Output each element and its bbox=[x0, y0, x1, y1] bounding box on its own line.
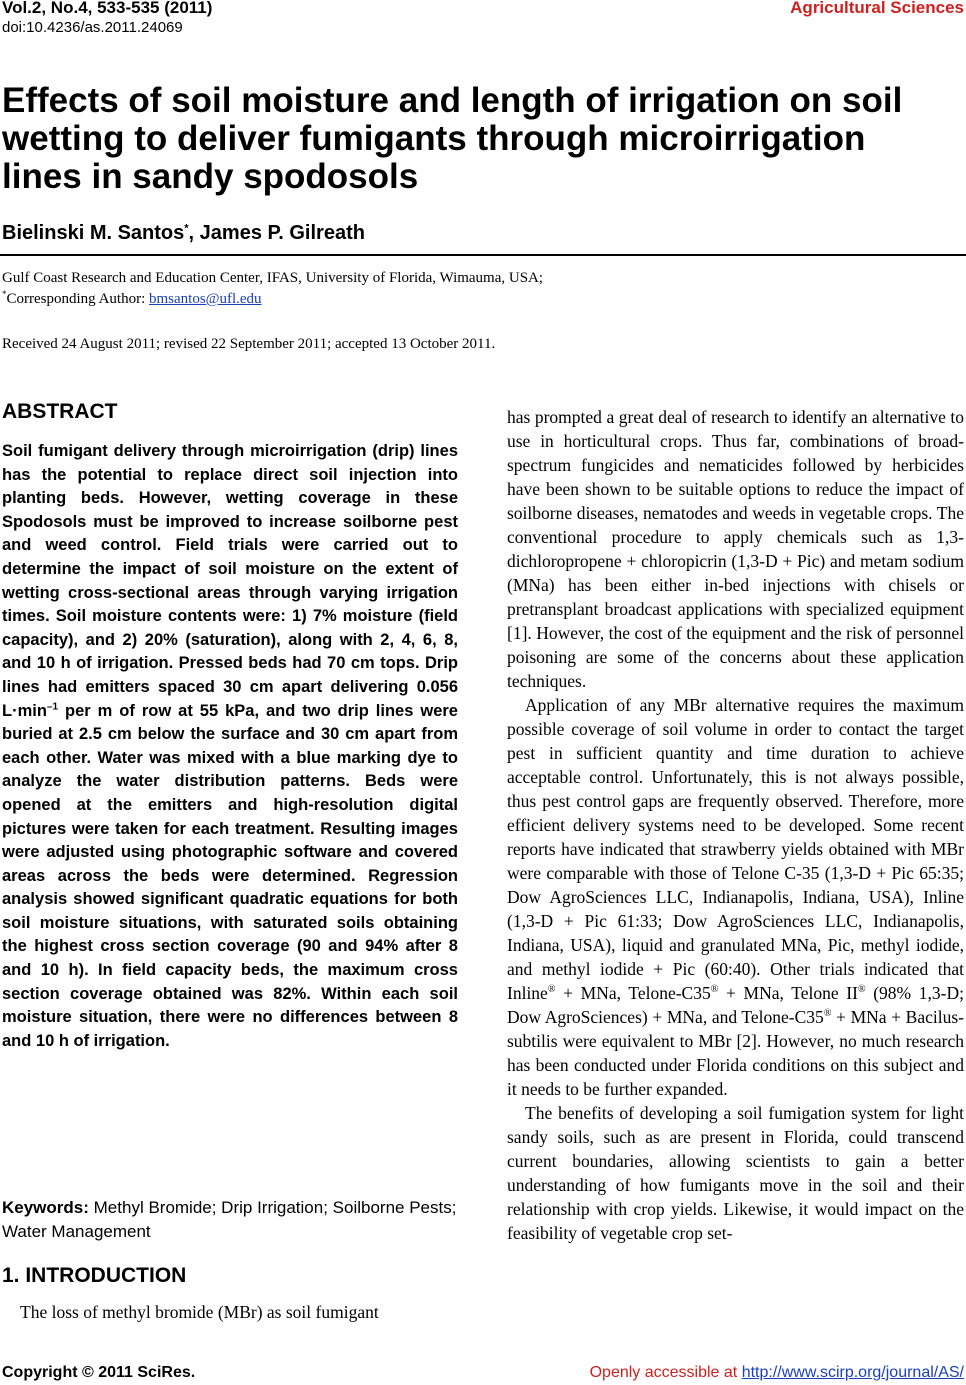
doi-text: doi:10.4236/as.2011.24069 bbox=[2, 19, 183, 36]
open-access-line bbox=[590, 1364, 964, 1382]
corresponding-footnote-mark: * bbox=[2, 289, 7, 299]
abstract-superscript: –1 bbox=[46, 701, 59, 713]
title-divider bbox=[0, 254, 966, 256]
registered-mark: ® bbox=[857, 984, 866, 996]
paragraph-alternatives bbox=[507, 693, 964, 1101]
registered-mark: ® bbox=[710, 984, 719, 996]
para2-seg1: Application of any MBr alternative requires the maximum possible coverage of soil volume in order to contact the target pest in sufficient quantity and time duration to achieve acceptable control. Unfortunately, this is not always possible, thus pest control gaps are frequently observed. Therefore, more efficient delivery systems need to be developed. Some recent reports have indicated that strawberry yields obtained with MBr were comparable with those of Telone C-35 (1,3-D + Pic 65:35; Dow AgroSciences LLC, Indianapolis, Indiana, USA), Inline (1,3-D + Pic 61:33; Dow AgroSciences LLC, Indianapolis, Indiana, USA), liquid and granulated MNa, Pic, methyl iodide, and methyl iodide + Pic (60:40). Other trials indicated that Inline bbox=[507, 695, 964, 1003]
introduction-paragraph: The loss of methyl bromide (MBr) as soil fumigant bbox=[20, 1302, 379, 1322]
paragraph-benefits: The benefits of developing a soil fumigation system for light sandy soils, such as are present in Florida, could transcend current boundaries, allowing scientists to gain a better understanding of how fumigants move in the soil and their relationship with crop yields. Likewise, it would impact on the feasibility of vegetable crop set- bbox=[507, 1103, 964, 1243]
abstract-text-part1: Soil fumigant delivery through microirrigation (drip) lines has the potential to replace direct soil injection into planting beds. However, wetting coverage in these Spodosols must be improved to increase soilborne pest and weed control. Field trials were carried out to determine the impact of soil moisture on the extent of wetting cross-sectional areas through varying irrigation times. Soil moisture contents were: 1) 7% moisture (field capacity), and 2) 20% (saturation), along with 2, 4, 6, 8, and 10 h of irrigation. Pressed beds had 70 cm tops. Drip lines had emitters spaced 30 cm apart delivering 0.056 L·min bbox=[2, 442, 458, 720]
abstract-text-part2: per m of row at 55 kPa, and two drip lines were buried at 2.5 cm below the surface and 30 cm apart from each other. Water was mixed with a blue marking dye to analyze the water distribution patterns. Beds were opened at the emitters and high-resolution digital pictures were taken for each treatment. Resulting images were adjusted using photographic software and covered areas across the beds were determined. Regression analysis showed significant quadratic equations for both soil moisture situations, with saturated soils obtaining the highest cross section coverage (90 and 94% after 8 and 10 h). In field capacity beds, the maximum cross section coverage obtained was 82%. Within each soil moisture situation, there were no differences between 8 and 10 h of irrigation. bbox=[2, 701, 458, 1050]
para2-seg2: + MNa, Telone-C35 bbox=[555, 983, 711, 1003]
registered-mark: ® bbox=[823, 1008, 832, 1020]
abstract-heading: ABSTRACT bbox=[2, 400, 118, 423]
corresponding-author bbox=[2, 289, 262, 308]
paragraph-continued: has prompted a great deal of research to identify an alternative to use in horticultural crops. Thus far, combinations of broad-spectrum fungicides and nematicides followed by herbicides have been shown to be suitable options to reduce the impact of soilborne diseases, nematodes and weeds in vegetable crops. The conventional procedure to apply chemicals such as 1,3-dichloropropene + chloropicrin (1,3-D + Pic) and metam sodium (MNa) has been either in-bed injections with chisels or pretransplant broadcast applications with specialized equipment [1]. However, the cost of the equipment and the risk of personnel poisoning are some of the concerns about these application techniques. bbox=[507, 407, 964, 691]
para2-seg3: + MNa, Telone II bbox=[718, 983, 858, 1003]
open-access-label: Openly accessible at bbox=[589, 1364, 742, 1381]
para2-seg4: (98% 1,3-D; Dow AgroSciences) + MNa, and Telone-C35 bbox=[507, 983, 964, 1027]
author-1: Bielinski M. Santos bbox=[2, 222, 185, 244]
journal-url-link[interactable]: http://www.scirp.org/journal/AS/ bbox=[741, 1364, 964, 1381]
corresponding-label: Corresponding Author: bbox=[6, 291, 149, 307]
abstract-text bbox=[2, 440, 458, 1053]
right-column bbox=[507, 405, 964, 1245]
author-line bbox=[2, 222, 365, 245]
email-link[interactable]: bmsantos@ufl.edu bbox=[149, 291, 262, 307]
author-2: , James P. Gilreath bbox=[188, 222, 365, 244]
introduction-heading: 1. INTRODUCTION bbox=[2, 1264, 187, 1287]
received-dates: Received 24 August 2011; revised 22 September 2011; accepted 13 October 2011. bbox=[2, 336, 496, 352]
registered-mark: ® bbox=[547, 984, 556, 996]
paper-title: Effects of soil moisture and length of irrigation on soil wetting to deliver fumigants through microirrigation lines in sandy spodosols bbox=[2, 81, 903, 196]
journal-name: Agricultural Sciences bbox=[790, 0, 964, 17]
copyright: Copyright © 2011 SciRes. bbox=[2, 1364, 196, 1381]
affiliation: Gulf Coast Research and Education Center, IFAS, University of Florida, Wimauma, USA; bbox=[2, 270, 544, 286]
keywords-label: Keywords: bbox=[2, 1198, 89, 1217]
para2-seg5: + MNa + Bacilus-subtilis were equivalent to MBr [2]. However, no much research has been conducted under Florida conditions on this subject and it needs to be further expanded. bbox=[507, 1007, 965, 1099]
keywords bbox=[2, 1196, 458, 1244]
keywords-list: Methyl Bromide; Drip Irrigation; Soilborne Pests; Water Management bbox=[2, 1198, 457, 1241]
volume-info: Vol.2, No.4, 533-535 (2011) bbox=[2, 0, 213, 17]
corresponding-mark: * bbox=[184, 222, 189, 235]
